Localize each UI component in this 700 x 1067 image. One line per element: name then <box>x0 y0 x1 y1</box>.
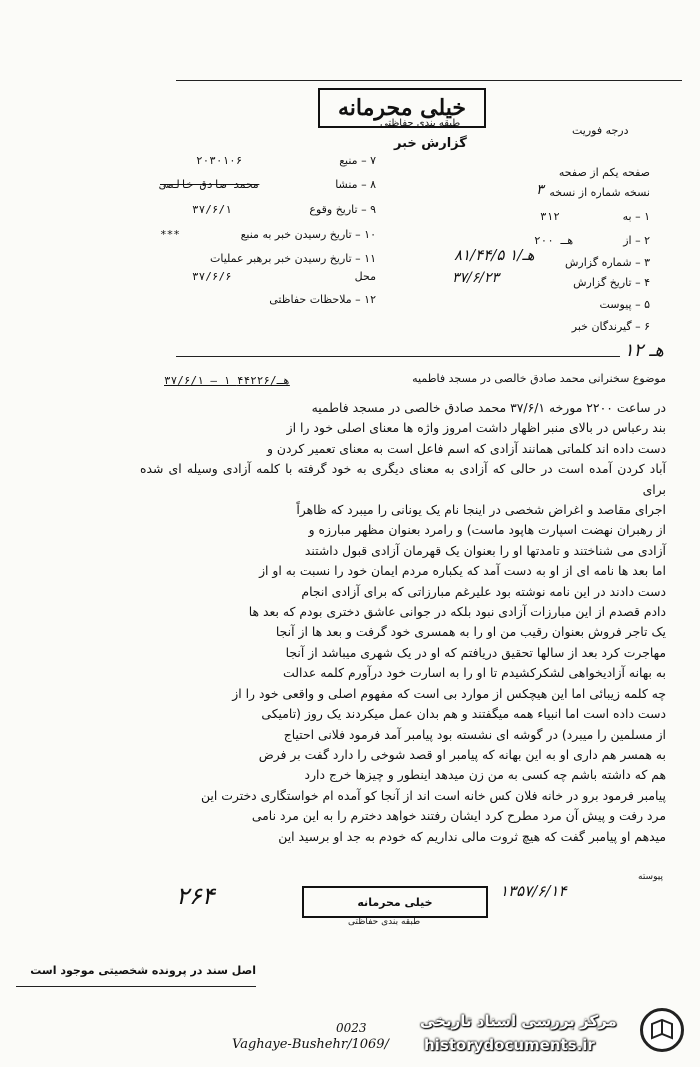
field-received-leader-label: ۱۱ – تاریخ رسیدن خبر برهبر عملیات <box>210 252 376 265</box>
field-report-no-value: ۸۱/۴۴/۵ هـ/۱ <box>454 246 535 264</box>
field-source-value: ۲۰۳۰۱۰۶ <box>196 154 243 167</box>
stamp-subtitle: طبقه بندی حفاظتی <box>380 118 461 129</box>
body-line: اجرای مقاصد و اغراض شخصی در اینجا نام یک یونانی را میبرد که ظاهراً <box>296 502 666 518</box>
doc-number: 0023 <box>336 1021 367 1035</box>
subject-line <box>396 372 666 385</box>
subject-label: موضوع <box>632 372 666 385</box>
body-line: یک تاجر فروش بعنوان رقیب من او را به همسری خود گرفت و بعد ها از آنجا <box>275 624 666 640</box>
body-line: به بهانه آزادیخواهی لشکرکشیدم تا او را به اسارت خود درآورم کلمه عدالت <box>283 665 666 681</box>
body-line: هم که داشته باشم چه کسی به من زن میدهد اینطور و چیزها خرج دارد <box>304 767 666 783</box>
field-place-value: ۳۷/۶/۶ <box>192 270 232 283</box>
archive-ref: Vaghaye-Bushehr/1069/ <box>232 1037 389 1052</box>
body-line: آباد کردن آمده است در حالی که آزادی به معنای دیگری به خود گرفته با کلمه آزادی وسیله ای شده برای <box>140 461 666 497</box>
body-line: پیامبر فرمود برو در خانه فلان کس خانه است اند از آنجا کو آمده ام خواستگاری دخترت این <box>200 787 666 803</box>
field-received-source-label: ۱۰ – تاریخ رسیدن خبر به منبع <box>240 228 376 241</box>
section-rule <box>176 356 620 357</box>
body-line: دست دادند در این نامه نوشته بود علیرغم مبارزاتی که برای آزادی انجام <box>301 583 666 599</box>
field-report-date-label: ۴ – تاریخ گزارش <box>573 276 650 289</box>
body-line: دست داده اند کلماتی همانند آزادی که اسم فاعل است به معنای تعمیر کردن و <box>266 440 666 456</box>
body-line: مرد رفت و پیش آن مرد مطرح کرد ایشان رفتند خواهد دخترم را به این مرد نامی <box>251 808 666 824</box>
handwritten-date: ۱۳۵۷/۶/۱۴ <box>500 882 567 900</box>
body-line: دست داده است اما انبیاء همه میگفتند و هم بدان عمل میکردند یک روز (تامیکی <box>261 706 666 722</box>
body-line: از مسلمین را میبرد) در گوشه ای نشسته بود پیامبر آمد فرمود فلانی احتیاج <box>283 726 666 742</box>
field-origin-value: محمد صادق خالصی <box>160 178 260 191</box>
field-origin-label: ۸ – منشا <box>335 178 376 191</box>
brand-site: historydocuments.ir <box>424 1036 595 1054</box>
field-from-value: ۲۰۰ هـ <box>534 234 574 247</box>
field-received-source-value: *** <box>160 228 180 241</box>
body-line: در ساعت ۲۲۰۰ مورخه ۳۷/۶/۱ محمد صادق خالصی در مسجد فاطمیه <box>311 400 666 415</box>
original-note: اصل سند در پرونده شخصیتی موجود است <box>30 964 256 977</box>
note-rule <box>16 986 256 987</box>
field-copy-value: ۳ <box>536 182 544 198</box>
margin-mark: ۱۲ هـ <box>624 340 664 361</box>
archive-logo-icon <box>640 1008 684 1052</box>
field-copy-label: نسخه شماره از نسخه <box>549 186 650 199</box>
stamp-title: خیلی محرمانه <box>337 95 467 121</box>
field-event-date-value: ۳۷/۶/۱ <box>192 203 232 216</box>
top-rule <box>176 80 682 81</box>
field-to-label: ۱ – به <box>622 210 650 223</box>
bottom-classification-stamp <box>302 886 488 918</box>
field-source-label: ۷ – منبع <box>339 154 376 167</box>
book-icon <box>648 1016 676 1044</box>
urgency-label: درجه فوریت <box>572 124 629 137</box>
body-line: مهاجرت کرد بعد از سالها تحقیق دریافتم که او در یک شهری میباشد از آنجا <box>285 644 666 660</box>
side-note: پیوسته <box>638 872 663 882</box>
report-body <box>140 398 666 847</box>
field-event-date-label: ۹ – تاریخ وقوع <box>309 203 376 216</box>
field-report-no-label: ۳ – شماره گزارش <box>564 256 650 269</box>
body-line: دادم قصدم از این مبارزات آزادی نبود بلکه در جوانی عاشق دختری بودم که بعد ها <box>248 604 666 620</box>
field-report-date-value: ۳۷/۶/۲۳ <box>452 270 500 286</box>
report-label: گزارش خبر <box>394 136 467 151</box>
field-page-label: صفحه یکم از صفحه <box>558 166 650 179</box>
field-to-value: ۳۱۲ <box>540 210 560 223</box>
field-security-notes-label: ۱۲ – ملاحظات حفاظتی <box>269 293 376 306</box>
bottom-stamp-title: خیلی محرمانه <box>357 895 433 909</box>
brand-name: مرکز بررسی اسناد تاریخی <box>420 1012 617 1030</box>
field-attachment-label: ۵ – پیوست <box>599 298 650 311</box>
body-line: چه کلمه زیبائی اما این هیچکس از موارد بی است که مفهوم اصلی و واقعی خود را از <box>232 685 666 701</box>
body-line: آزادی می شناختند و تامدتها او را بعنوان یک قهرمان آزادی قبول داشتند <box>304 542 666 558</box>
body-line: از رهبران نهضت اسپارت هاپود ماست) و رامرد بعنوان مظهر مبارزه و <box>308 522 666 538</box>
subject-value: سخنرانی محمد صادق خالصی در مسجد فاطمیه <box>412 372 630 385</box>
field-from-label: ۲ – از <box>623 234 650 247</box>
bottom-stamp-subtitle: طبقه بندی حفاظتی <box>348 917 421 927</box>
field-place-label: محل <box>354 270 376 283</box>
body-line: میدهم او پیامبر گفت که هیچ ثروت مالی نداریم که خودم به جد او برسید این <box>278 828 666 844</box>
body-line: بند رعباس در بالای منبر اظهار داشت امروز واژه ها معنای اصلی خود را از <box>286 420 666 436</box>
field-recipients-label: ۶ – گیرندگان خبر <box>571 320 650 333</box>
body-line: اما بعد ها نامه ای از او به دست آمد که یکباره مردم ایمان خود را نسبت به او از <box>259 563 666 579</box>
subject-ref: ۳۷/۶/۱ – ۱ هـ/۴۴۲۲۶ <box>164 374 290 387</box>
body-line: به همسر هم داری او به این بهانه که پیامبر او قصد شوخی را دارد گفت بر فرض <box>258 746 666 762</box>
handwritten-code: ۲۶۴ <box>176 882 215 910</box>
